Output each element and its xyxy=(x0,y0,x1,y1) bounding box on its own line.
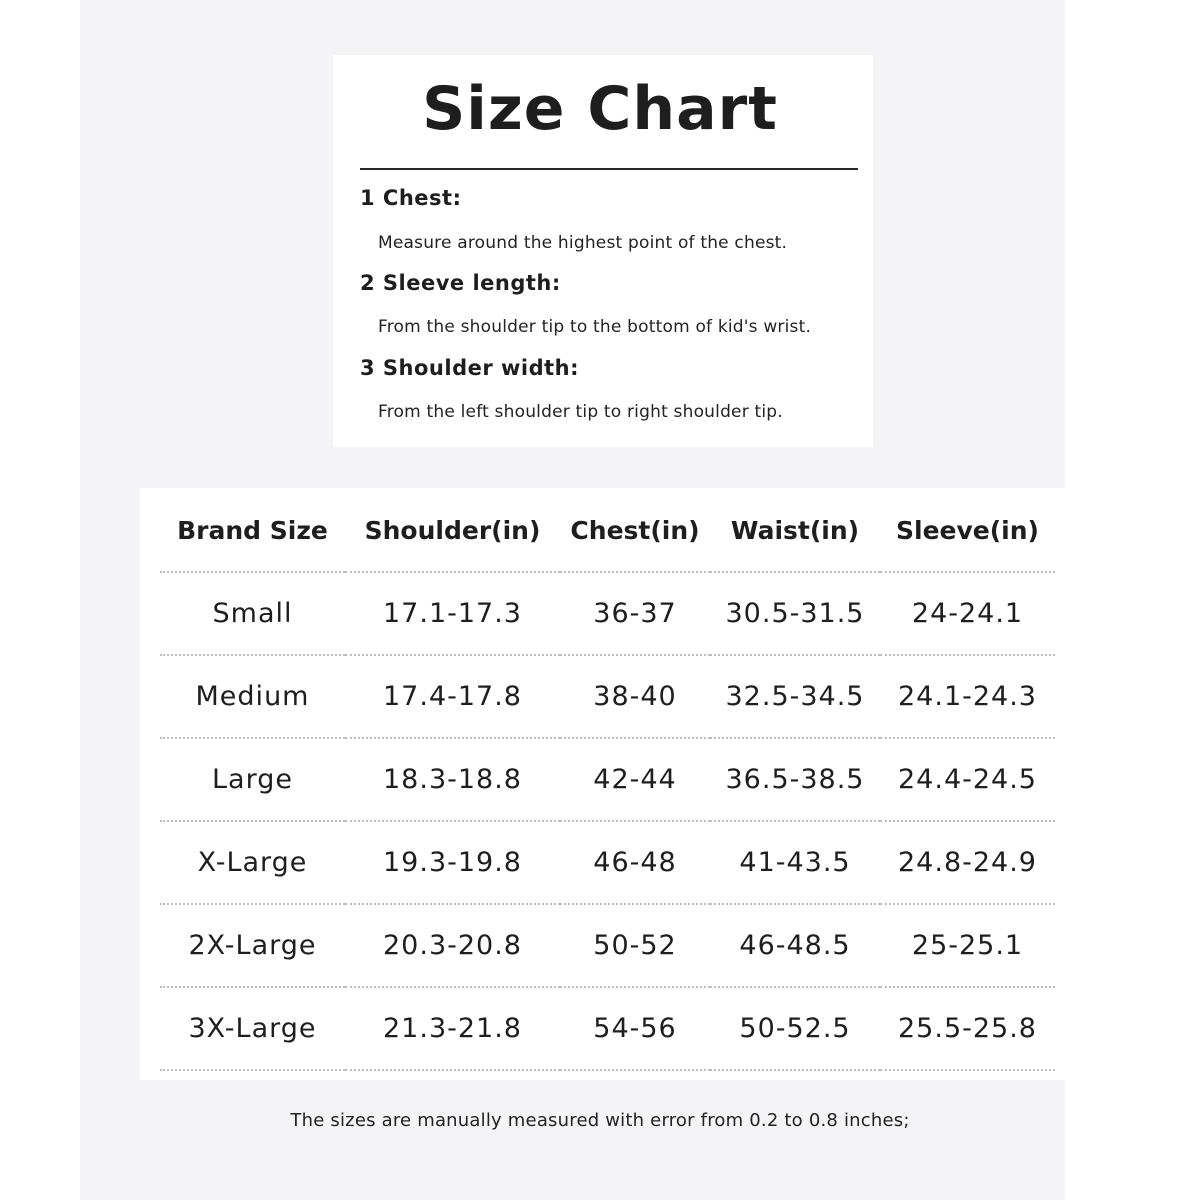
cell-brand-size: 3X-Large xyxy=(160,987,345,1070)
cell-chest: 36-37 xyxy=(560,572,710,655)
cell-chest: 42-44 xyxy=(560,738,710,821)
measure-heading-shoulder: 3 Shoulder width: xyxy=(360,356,580,380)
cell-waist: 41-43.5 xyxy=(710,821,880,904)
cell-chest: 54-56 xyxy=(560,987,710,1070)
cell-sleeve: 25.5-25.8 xyxy=(880,987,1055,1070)
cell-sleeve: 24.1-24.3 xyxy=(880,655,1055,738)
table-row xyxy=(160,821,1055,904)
measure-desc-shoulder: From the left shoulder tip to right shoulder tip. xyxy=(378,402,783,422)
size-table xyxy=(160,490,1055,1071)
cell-brand-size: X-Large xyxy=(160,821,345,904)
measure-heading-chest: 1 Chest: xyxy=(360,186,462,210)
measure-desc-chest: Measure around the highest point of the chest. xyxy=(378,233,788,253)
cell-shoulder: 17.4-17.8 xyxy=(345,655,560,738)
cell-chest: 38-40 xyxy=(560,655,710,738)
table-row xyxy=(160,738,1055,821)
cell-sleeve: 25-25.1 xyxy=(880,904,1055,987)
cell-waist: 30.5-31.5 xyxy=(710,572,880,655)
page-title: Size Chart xyxy=(422,74,778,144)
cell-shoulder: 17.1-17.3 xyxy=(345,572,560,655)
cell-sleeve: 24.8-24.9 xyxy=(880,821,1055,904)
header-chest: Chest(in) xyxy=(560,490,710,572)
cell-chest: 46-48 xyxy=(560,821,710,904)
header-waist: Waist(in) xyxy=(710,490,880,572)
header-brand-size: Brand Size xyxy=(160,490,345,572)
cell-sleeve: 24-24.1 xyxy=(880,572,1055,655)
footnote: The sizes are manually measured with error from 0.2 to 0.8 inches; xyxy=(290,1110,910,1131)
cell-brand-size: Medium xyxy=(160,655,345,738)
cell-sleeve: 24.4-24.5 xyxy=(880,738,1055,821)
cell-waist: 36.5-38.5 xyxy=(710,738,880,821)
table-row xyxy=(160,572,1055,655)
header-shoulder: Shoulder(in) xyxy=(345,490,560,572)
table-row xyxy=(160,987,1055,1070)
cell-shoulder: 19.3-19.8 xyxy=(345,821,560,904)
measure-desc-sleeve: From the shoulder tip to the bottom of kid's wrist. xyxy=(378,317,812,337)
table-row xyxy=(160,904,1055,987)
cell-brand-size: Small xyxy=(160,572,345,655)
header-sleeve: Sleeve(in) xyxy=(880,490,1055,572)
cell-shoulder: 20.3-20.8 xyxy=(345,904,560,987)
cell-shoulder: 18.3-18.8 xyxy=(345,738,560,821)
cell-waist: 50-52.5 xyxy=(710,987,880,1070)
title-divider xyxy=(360,168,858,170)
cell-chest: 50-52 xyxy=(560,904,710,987)
cell-waist: 46-48.5 xyxy=(710,904,880,987)
table-row xyxy=(160,655,1055,738)
cell-waist: 32.5-34.5 xyxy=(710,655,880,738)
measure-heading-sleeve: 2 Sleeve length: xyxy=(360,271,561,295)
cell-brand-size: Large xyxy=(160,738,345,821)
cell-brand-size: 2X-Large xyxy=(160,904,345,987)
table-header-row xyxy=(160,490,1055,572)
cell-shoulder: 21.3-21.8 xyxy=(345,987,560,1070)
